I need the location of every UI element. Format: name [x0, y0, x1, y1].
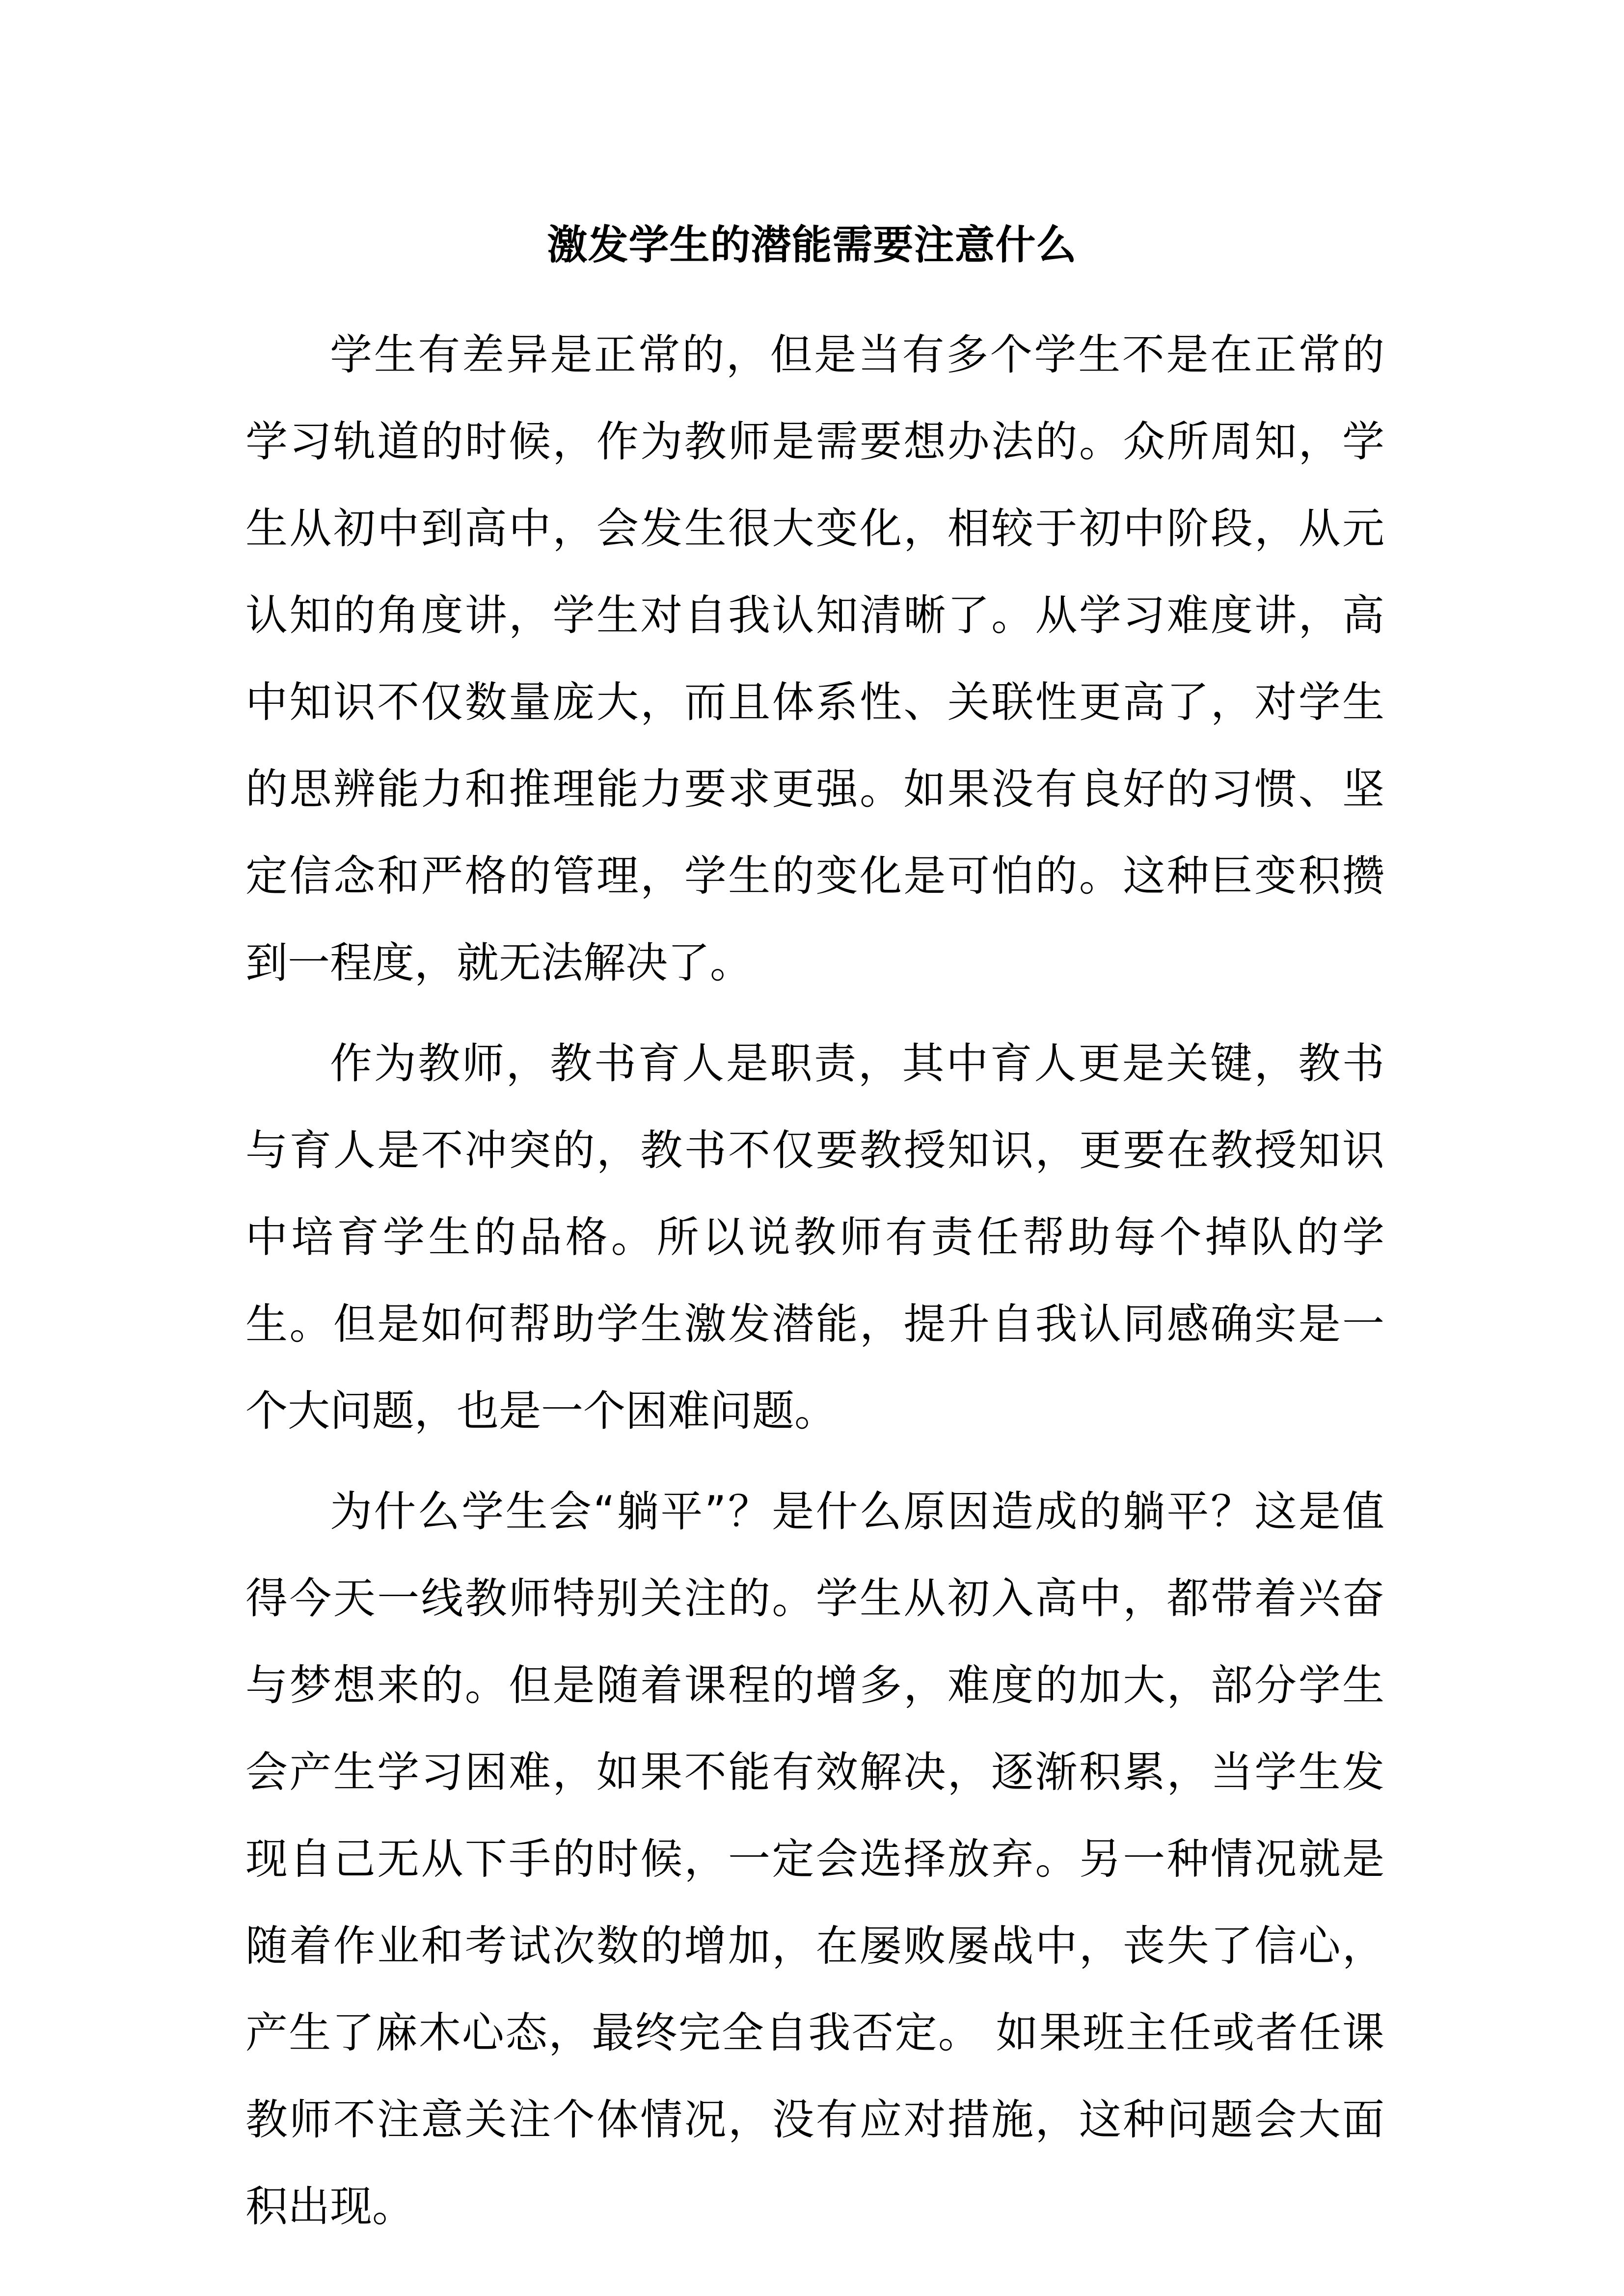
- document-body: [245, 312, 1384, 2264]
- paragraph-1: 学生有差异是正常的，但是当有多个学生不是在正常的学习轨道的时候，作为教师是需要想办法的。众所周知，学生从初中到高中，会发生很大变化，相较于初中阶段，从元认知的角度讲，学生对自我认知清晰了。从学习难度讲，高中知识不仅数量庞大，而且体系性、关联性更高了，对学生的思辨能力和推理能力要求更强。如果没有良好的习惯、坚定信念和严格的管理，学生的变化是可怕的。这种巨变积攒到一程度，就无法解决了。: [245, 330, 1384, 988]
- document-title: 激发学生的潜能需要注意什么: [547, 222, 1077, 268]
- paragraph-2: 作为教师，教书育人是职责，其中育人更是关键，教书与育人是不冲突的，教书不仅要教授知识，更要在教授知识中培育学生的品格。所以说教师有责任帮助每个掉队的学生。但是如何帮助学生激发潜能，提升自我认同感确实是一个大问题，也是一个困难问题。: [245, 1039, 1384, 1436]
- paragraph-3: 为什么学生会“躺平”？是什么原因造成的躺平？这是值得今天一线教师特别关注的。学生从初入高中，都带着兴奋与梦想来的。但是随着课程的增多，难度的加大，部分学生会产生学习困难，如果不能有效解决，逐渐积累，当学生发现自己无从下手的时候，一定会选择放弃。另一种情况就是随着作业和考试次数的增加，在屡败屡战中，丧失了信心，产生了麻木心态，最终完全自我否定。 如果班主任或者任课教师不注意关注个体情况，没有应对措施，这种问题会大面积出现。: [245, 1487, 1384, 2231]
